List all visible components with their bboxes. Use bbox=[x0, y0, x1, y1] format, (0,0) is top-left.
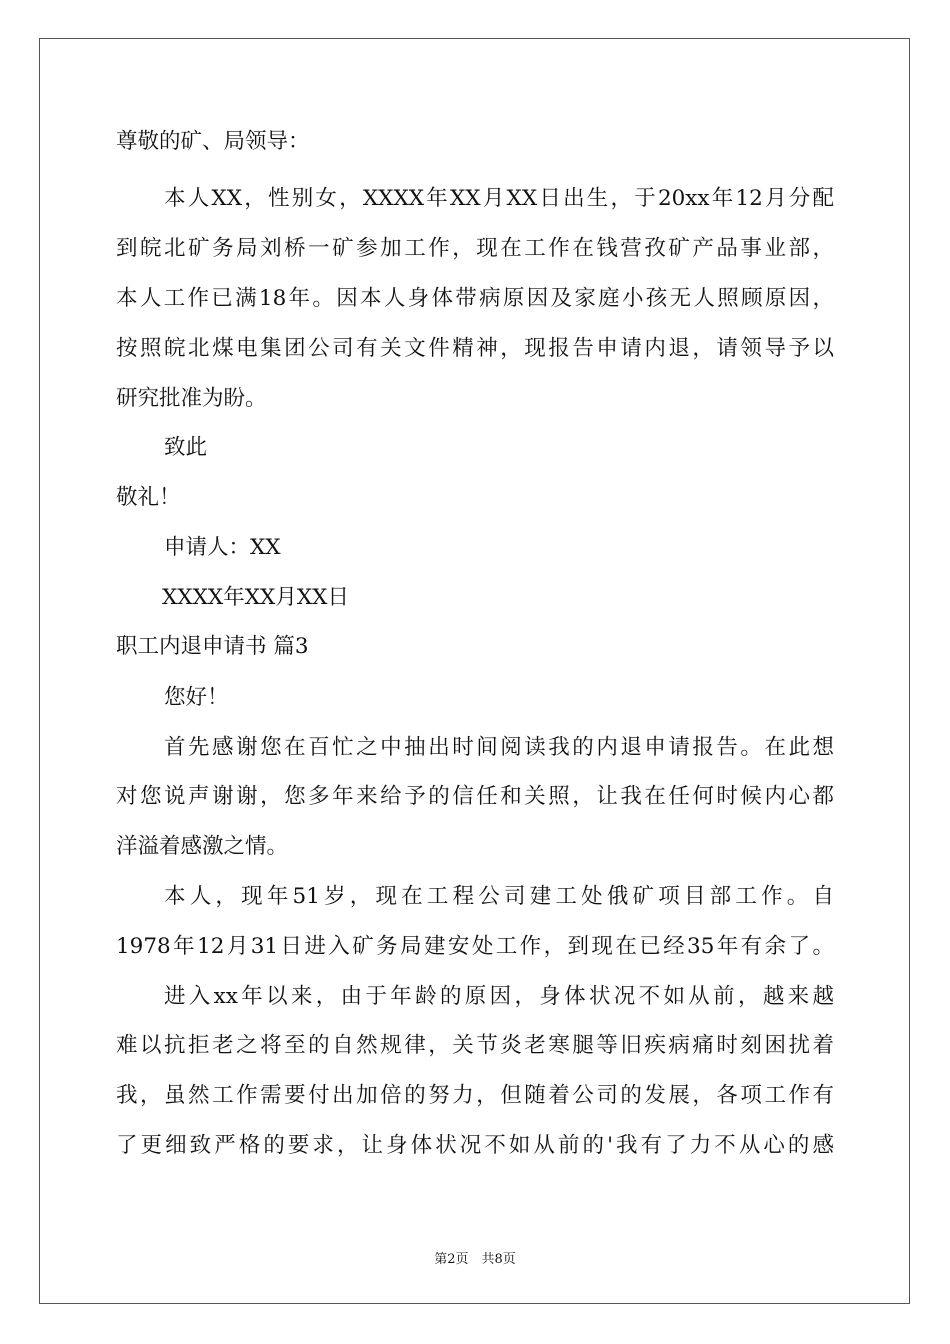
paragraph-line: 首先感谢您在百忙之中抽出时间阅读我的内退申请报告。在此想 bbox=[164, 735, 834, 760]
closing-greeting: 敬礼！ bbox=[116, 485, 181, 510]
paragraph-line: 1978年12月31日进入矿务局建安处工作，到现在已经35年有余了。 bbox=[116, 934, 834, 959]
date-line: XXXX年XX月XX日 bbox=[162, 585, 349, 610]
paragraph-line: 难以抗拒老之将至的自然规律，关节炎老寒腿等旧疾病痛时刻困扰着 bbox=[116, 1033, 834, 1058]
greeting-line: 您好！ bbox=[164, 685, 229, 710]
paragraph-line: 本人工作已满18年。因本人身体带病原因及家庭小孩无人照顾原因， bbox=[116, 286, 834, 311]
section-title: 职工内退申请书 篇3 bbox=[116, 634, 309, 659]
paragraph-line: 我，虽然工作需要付出加倍的努力，但随着公司的发展，各项工作有 bbox=[116, 1083, 834, 1108]
salutation: 尊敬的矿、局领导： bbox=[116, 129, 310, 154]
page-border bbox=[39, 38, 910, 1304]
paragraph-line: 到皖北矿务局刘桥一矿参加工作，现在工作在钱营孜矿产品事业部， bbox=[116, 236, 834, 261]
paragraph-line: 进入xx年以来，由于年龄的原因，身体状况不如从前，越来越 bbox=[164, 984, 834, 1009]
paragraph-line: 按照皖北煤电集团公司有关文件精神，现报告申请内退，请领导予以 bbox=[116, 336, 834, 361]
paragraph-line: 本人XX，性别女，XXXX年XX月XX日出生，于20xx年12月分配 bbox=[164, 186, 834, 211]
paragraph-line: 研究批准为盼。 bbox=[116, 386, 267, 411]
paragraph-line: 对您说声谢谢，您多年来给予的信任和关照，让我在任何时候内心都 bbox=[116, 784, 834, 809]
paragraph-line: 本人，现年51岁，现在工程公司建工处俄矿项目部工作。自 bbox=[164, 884, 834, 909]
closing-line: 致此 bbox=[164, 435, 208, 460]
applicant-line: 申请人：XX bbox=[164, 535, 281, 560]
paragraph-line: 了更细致严格的要求，让身体状况不如从前的'我有了力不从心的感 bbox=[116, 1133, 834, 1158]
page-number-label: 第2页 共8页 bbox=[434, 1252, 516, 1267]
paragraph-line: 洋溢着感激之情。 bbox=[116, 834, 289, 859]
page-footer bbox=[0, 1248, 950, 1267]
